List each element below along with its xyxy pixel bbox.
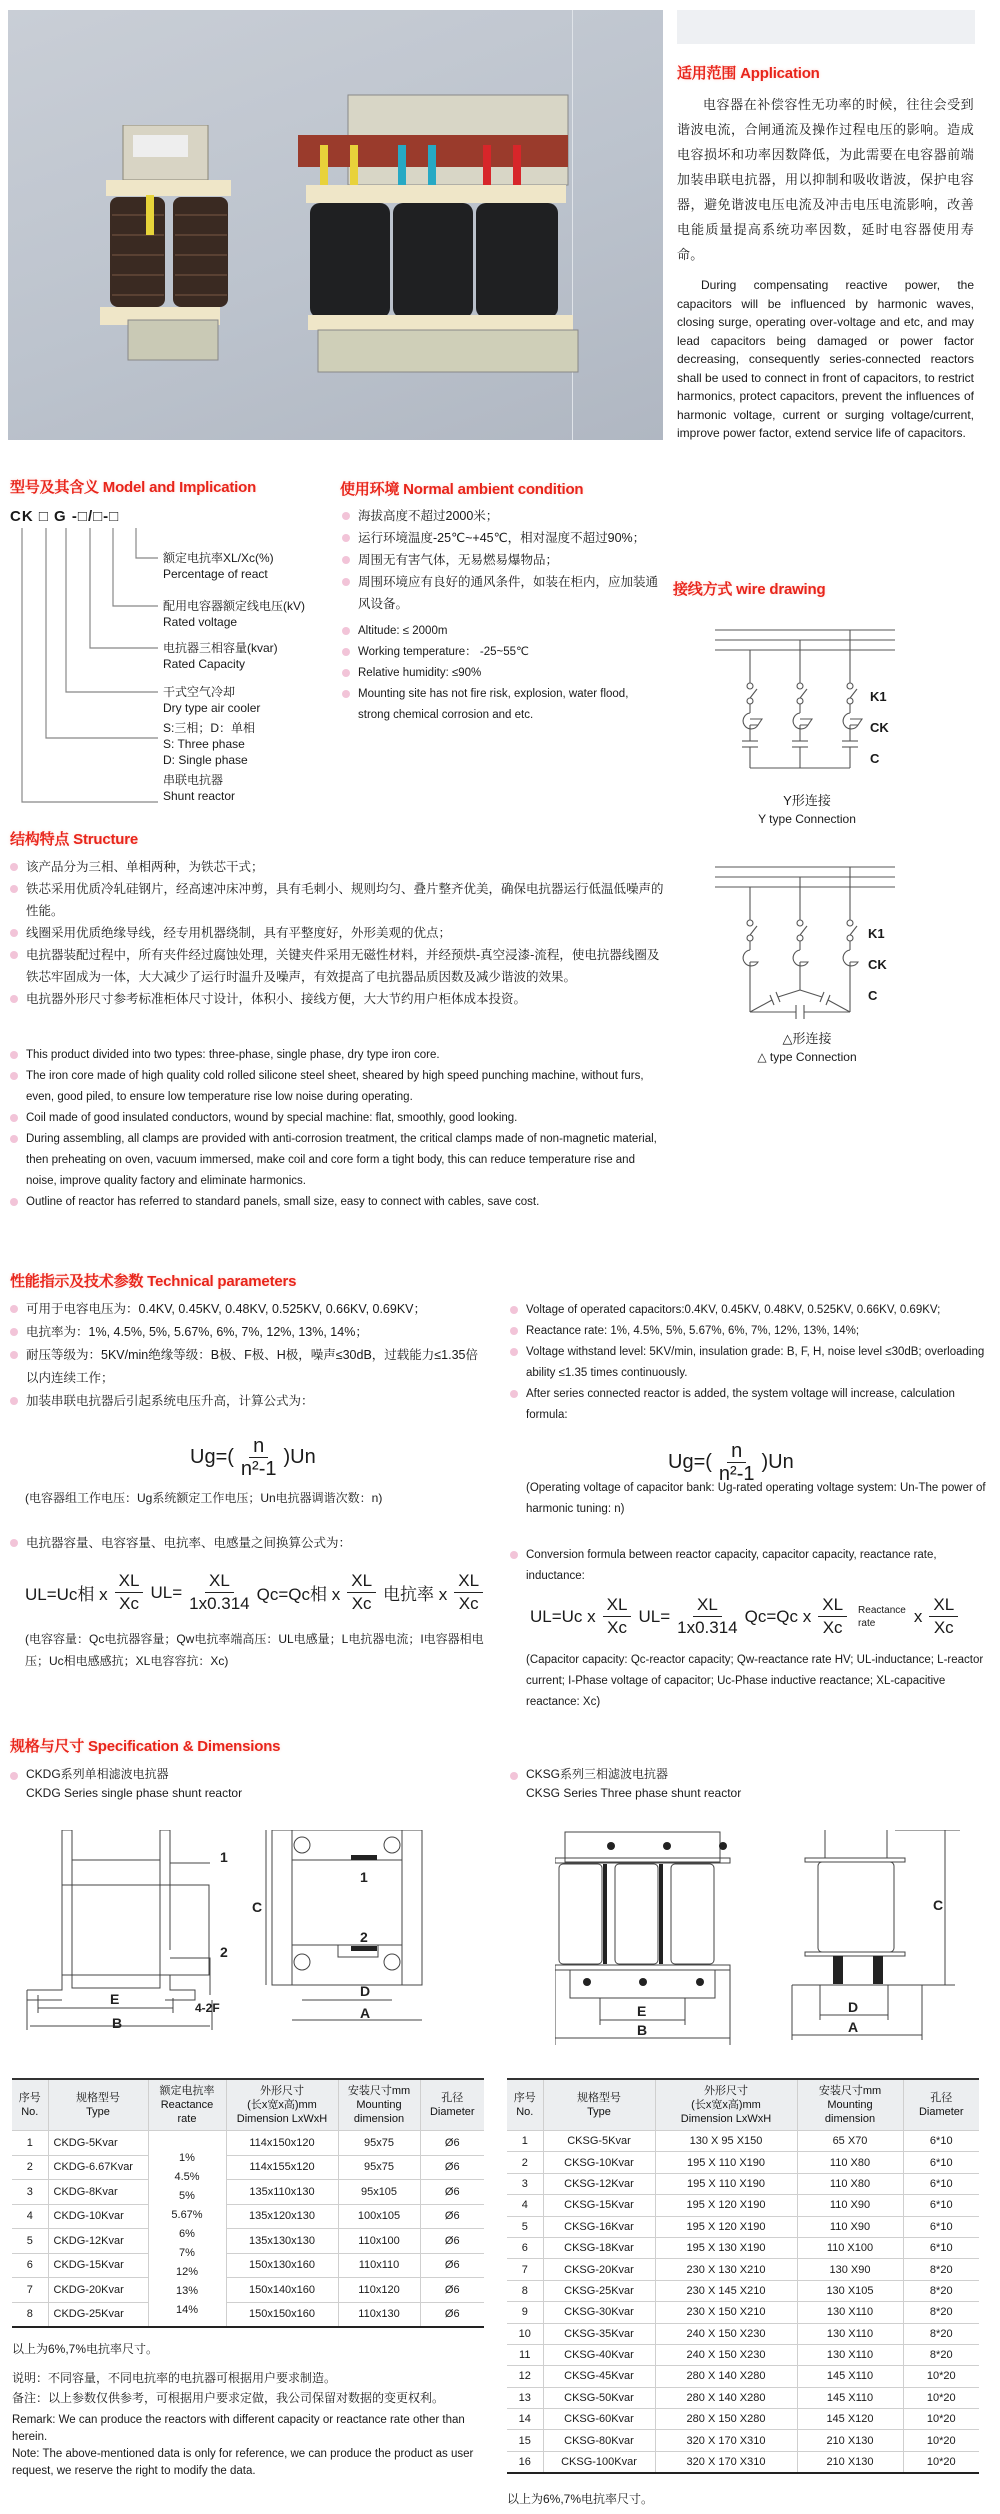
svg-text:2: 2 xyxy=(220,1944,228,1960)
tech-item: Conversion formula between reactor capacity, capacitor capacity, reactance rate, inductance: xyxy=(508,1545,998,1587)
ambient-item: Relative humidity: ≤90% xyxy=(340,663,660,684)
table-cell: 110 X80 xyxy=(797,2173,903,2194)
model-item-cooling: 干式空气冷却 Dry type air cooler xyxy=(163,685,261,715)
structure-item: 铁芯采用优质冷轧硅钢片，经高速冲床冲剪，具有毛刺小、规则均匀、叠片整齐优美，确保电抗器运行低温低噪声的性能。 xyxy=(8,878,668,922)
table-cell: 320 X 170 X310 xyxy=(655,2451,797,2472)
section-title-structure: 结构特点 Structure xyxy=(10,831,139,848)
table-cell: 280 X 140 X280 xyxy=(655,2387,797,2408)
table-cell: 6*10 xyxy=(903,2152,979,2173)
table-cell: 145 X110 xyxy=(797,2387,903,2408)
structure-item: 该产品分为三相、单相两种，为铁芯干式； xyxy=(8,856,668,878)
table-cell: CKSG-12Kvar xyxy=(543,2173,655,2194)
model-code: CK □ G -□/□-□ xyxy=(10,508,120,525)
table-cell: CKSG-10Kvar xyxy=(543,2152,655,2173)
col-header-dimension: 外形尺寸 (长x宽x高)mm Dimension LxWxH xyxy=(226,2079,338,2131)
col-header-dimension: 外形尺寸 (长x宽x高)mm Dimension LxWxH xyxy=(655,2079,797,2131)
table-cell: 14 xyxy=(507,2409,543,2430)
svg-text:1: 1 xyxy=(360,1869,368,1885)
col-header-type: 规格型号 Type xyxy=(543,2079,655,2131)
table-cell: 280 X 140 X280 xyxy=(655,2366,797,2387)
section-title-wiring: 接线方式 wire drawing xyxy=(673,581,826,598)
table-cell: 130 X105 xyxy=(797,2280,903,2301)
table-cell: 8 xyxy=(507,2280,543,2301)
table-cell: 210 X130 xyxy=(797,2430,903,2451)
section-title-ambient: 使用环境 Normal ambient condition xyxy=(340,481,584,498)
table-cell: 230 X 150 X210 xyxy=(655,2302,797,2323)
table-row xyxy=(507,2216,979,2237)
table-cell: CKSG-16Kvar xyxy=(543,2216,655,2237)
voltage-formula-note-zh: (电容器组工作电压：Ug系统额定工作电压；Un电抗器调谐次数：n) xyxy=(25,1491,383,1505)
ckdg-subtitle: CKDG系列单相滤波电抗器 CKDG Series single phase shunt reactor xyxy=(8,1765,242,1802)
table-row: 1 CKDG-5Kvar 1% 4.5% 5% 5.67% 6% 7% 12% 13% 14% 114x150x120 95x75 Ø6 xyxy=(12,2131,484,2156)
table-cell: 195 X 120 X190 xyxy=(655,2195,797,2216)
delta-diagram-labels: K1 CK C xyxy=(868,926,887,1003)
table-row xyxy=(507,2366,979,2387)
voltage-formula-note-en: (Operating voltage of capacitor bank: Ug-rated operating voltage system: Un-The power of harmonic tuning: n) xyxy=(526,1482,986,1515)
structure-item: 电抗器装配过程中，所有夹件经过腐蚀处理，关键夹件采用无磁性材料，并经预烘-真空浸漆-流程，使电抗器线圈及铁芯牢固成为一体，大大减少了运行时温升及噪声，有效提高了电抗器品质因数及减少谐波的效果。 xyxy=(8,944,668,988)
col-header-rate: 额定电抗率 Reactance rate xyxy=(148,2079,226,2131)
table-cell: 130 X90 xyxy=(797,2259,903,2280)
table-row xyxy=(507,2173,979,2194)
tech-item: Voltage of operated capacitors:0.4KV, 0.45KV, 0.48KV, 0.525KV, 0.66KV, 0.69KV; xyxy=(508,1300,998,1321)
table-cell: 8*20 xyxy=(903,2302,979,2323)
model-item-reactor: 串联电抗器 Shunt reactor xyxy=(163,773,236,803)
table-cell: 210 X130 xyxy=(797,2451,903,2472)
table-cell: CKSG-60Kvar xyxy=(543,2409,655,2430)
table-cell: 195 X 120 X190 xyxy=(655,2216,797,2237)
table-cell: 10*20 xyxy=(903,2409,979,2430)
structure-list-en xyxy=(8,1045,668,1213)
table-row xyxy=(507,2259,979,2280)
table-cell: 10*20 xyxy=(903,2451,979,2472)
table-cell: CKSG-25Kvar xyxy=(543,2280,655,2301)
table-row xyxy=(507,2131,979,2152)
table-cell: CKSG-45Kvar xyxy=(543,2366,655,2387)
table-cell: 10*20 xyxy=(903,2430,979,2451)
single-phase-reactor-image xyxy=(88,125,258,365)
table-cell: 280 X 150 X280 xyxy=(655,2409,797,2430)
table-cell: CKSG-15Kvar xyxy=(543,2195,655,2216)
svg-text:A: A xyxy=(848,2019,859,2035)
conversion-formula-zh: UL=Uc相 x $\frac{XL}{Xc}$ UL= $\frac{XL}{1x0.314}$ Qc=Qc相 x $\frac{XL}{Xc}$ 电抗率 x $\frac{XL}{Xc}$ xyxy=(25,1570,486,1615)
table-cell: 240 X 150 X230 xyxy=(655,2344,797,2365)
table-cell: 15 xyxy=(507,2430,543,2451)
tech-item: 耐压等级为：5KV/min绝缘等级：B极、F极、H极，噪声≤30dB，过载能力≤1.35倍以内连续工作； xyxy=(8,1344,488,1390)
table-row: 3 CKDG-8Kvar 135x110x130 95x105 Ø6 xyxy=(12,2180,484,2205)
table-cell: 130 X110 xyxy=(797,2344,903,2365)
ambient-item: Mounting site has not fire risk, explosion, water flood, strong chemical corrosion and etc. xyxy=(340,684,660,726)
part-label-1: 1 xyxy=(220,1849,228,1865)
table-cell: CKSG-40Kvar xyxy=(543,2344,655,2365)
model-item-rated-voltage: 配用电容器额定线电压(kV) Rated voltage xyxy=(163,599,305,629)
table-row xyxy=(507,2237,979,2258)
table-cell: 8*20 xyxy=(903,2323,979,2344)
product-photo xyxy=(8,10,663,440)
table-row xyxy=(507,2409,979,2430)
table-cell: 230 X 145 X210 xyxy=(655,2280,797,2301)
tech-item: Reactance rate: 1%, 4.5%, 5%, 5.67%, 6%, 7%, 12%, 13%, 14%; xyxy=(508,1321,998,1342)
table-row xyxy=(507,2152,979,2173)
table-cell: 3 xyxy=(507,2173,543,2194)
table-cell: 1 xyxy=(507,2131,543,2152)
section-title-application: 适用范围 Application xyxy=(677,65,820,82)
svg-text:2: 2 xyxy=(360,1929,368,1945)
ambient-item: 海拔高度不超过2000米； xyxy=(340,505,660,527)
cksg-footnote: 以上为6%,7%电抗率尺寸。 xyxy=(507,2492,654,2506)
table-cell: 10*20 xyxy=(903,2366,979,2387)
technical-list-zh xyxy=(8,1298,488,1413)
table-cell: CKSG-50Kvar xyxy=(543,2387,655,2408)
table-row: 5 CKDG-12Kvar 135x130x130 110x100 Ø6 xyxy=(12,2229,484,2254)
table-cell: 110 X80 xyxy=(797,2152,903,2173)
conversion-formula-en: UL=Uc x $\frac{XL}{Xc}$ UL= $\frac{XL}{1x0.314}$ Qc=Qc x $\frac{XL}{Xc}$ Reactance rate x $\frac{XL}{Xc}$ xyxy=(530,1594,961,1639)
ambient-item: Working temperature： -25~55℃ xyxy=(340,642,660,663)
col-header-no: 序号 No. xyxy=(12,2079,48,2131)
voltage-rise-formula-zh: Ug=( $\frac{n}{\text{n²-1}}$ )Un xyxy=(190,1435,316,1480)
ckdg-dimension-drawing xyxy=(20,1830,480,2040)
svg-text:4-2F: 4-2F xyxy=(195,2001,220,2015)
model-item-phase: S:三相；D：单相 S: Three phase D: Single phase xyxy=(163,721,256,767)
model-item-reactance-rate: 额定电抗率XL/Xc(%) Percentage of react xyxy=(163,551,274,581)
table-cell: CKSG-20Kvar xyxy=(543,2259,655,2280)
section-title-technical: 性能指示及技术参数 Technical parameters xyxy=(10,1273,297,1290)
table-cell: 8*20 xyxy=(903,2344,979,2365)
reactance-rate-cell: 1% 4.5% 5% 5.67% 6% 7% 12% 13% 14% xyxy=(148,2131,226,2327)
col-header-diameter: 孔径 Diameter xyxy=(903,2079,979,2131)
table-cell: 145 X120 xyxy=(797,2409,903,2430)
table-row: 8 CKDG-25Kvar 150x150x160 110x130 Ø6 xyxy=(12,2302,484,2327)
table-cell: 4 xyxy=(507,2195,543,2216)
table-cell: 9 xyxy=(507,2302,543,2323)
table-row xyxy=(507,2451,979,2472)
application-text-zh: 电容器在补偿容性无功率的时候，往往会受到谐波电流，合闸通流及操作过程电压的影响。造成电容损坏和功率因数降低，为此需要在电容器前端加装串联电抗器，用以抑制和吸收谐波，保护电容器，避免谐波电压电流及冲击电压电流影响，改善电能质量提高系统功率因数，延时电容器使用寿命。 xyxy=(677,97,974,262)
table-cell: 195 X 130 X190 xyxy=(655,2237,797,2258)
table-cell: 240 X 150 X230 xyxy=(655,2323,797,2344)
conversion-note-zh: (电容容量：Qc电抗器容量；Qw电抗率端高压：UL电感量；L电抗器电流；I电容器相电压；Uc相电感感抗；XL电容容抗：Xc) xyxy=(25,1632,484,1668)
ckdg-spec-table xyxy=(12,2078,484,2328)
table-row: 4 CKDG-10Kvar 135x120x130 100x105 Ø6 xyxy=(12,2204,484,2229)
table-row xyxy=(507,2280,979,2301)
ckdg-footnote: 以上为6%,7%电抗率尺寸。 xyxy=(12,2342,159,2356)
table-cell: CKSG-18Kvar xyxy=(543,2237,655,2258)
conversion-intro-zh xyxy=(8,1532,488,1554)
application-text-en: During compensating reactive power, the capacitors will be influenced by harmonic waves, closing surge, operating over-voltage and etc, and may lead capacitors being damaged or power factor decreasing, consequently series-connected reactors shall be used to connect in front of capacitors, to restrict harmonics, protect capacitors, prevent the influences of harmonic voltage, current or surging voltage/current, improve power factor, extend service life of capacitors. xyxy=(677,278,974,440)
spec-notes: 说明：不同容量，不同电抗率的电抗器可根据用户要求制造。 备注：以上参数仅供参考，可根据用户要求定做，我公司保留对数据的变更权利。 Remark: We can produce the reactors with different capacity or reactance rate other than herein. Note: The above-mentioned data is only for reference, we can produce the product as user request, we reserve the right to modify the data. xyxy=(12,2371,474,2477)
model-leader-lines xyxy=(18,526,168,816)
table-cell: 6*10 xyxy=(903,2216,979,2237)
cksg-spec-table xyxy=(507,2078,979,2474)
table-cell: CKSG-30Kvar xyxy=(543,2302,655,2323)
table-cell: 5 xyxy=(507,2216,543,2237)
table-row xyxy=(507,2387,979,2408)
table-cell: 6*10 xyxy=(903,2131,979,2152)
model-item-rated-capacity: 电抗器三相容量(kvar) Rated Capacity xyxy=(163,641,278,671)
table-row xyxy=(507,2195,979,2216)
col-header-mounting: 安装尺寸mm Mounting dimension xyxy=(797,2079,903,2131)
svg-text:D: D xyxy=(848,1999,859,2015)
svg-text:E: E xyxy=(637,2003,647,2019)
table-cell: 6*10 xyxy=(903,2173,979,2194)
ambient-item: 运行环境温度-25℃~+45℃，相对湿度不超过90%； xyxy=(340,527,660,549)
structure-item: During assembling, all clamps are provided with anti-corrosion treatment, the critical clamps made of non-magnetic material, then preheating on oven, vacuum immersed, make coil and core form a tight body, this can reduce temperature rise and noise, improve quality factory and eliminate harmonics. xyxy=(8,1129,668,1192)
table-cell: 130 X110 xyxy=(797,2302,903,2323)
table-row xyxy=(507,2430,979,2451)
svg-text:E: E xyxy=(110,1991,120,2007)
col-header-no: 序号 No. xyxy=(507,2079,543,2131)
table-cell: 7 xyxy=(507,2259,543,2280)
section-title-spec: 规格与尺寸 Specification & Dimensions xyxy=(10,1738,281,1755)
svg-text:C: C xyxy=(933,1897,944,1913)
table-cell: 110 X90 xyxy=(797,2195,903,2216)
delta-connection-diagram xyxy=(710,862,960,1027)
table-cell: 10 xyxy=(507,2323,543,2344)
table-cell: 8*20 xyxy=(903,2280,979,2301)
tech-item: 电抗器容量、电容容量、电抗率、电感量之间换算公式为： xyxy=(8,1532,488,1554)
structure-item: This product divided into two types: three-phase, single phase, dry type iron core. xyxy=(8,1045,668,1066)
voltage-rise-formula-en: Ug=( $\frac{n}{\text{n²-1}}$ )Un xyxy=(668,1440,794,1485)
table-row: 6 CKDG-15Kvar 150x130x160 110x110 Ø6 xyxy=(12,2253,484,2278)
conversion-note-en: (Capacitor capacity: Qc-reactor capacity; Qw-reactance rate HV; UL-inductance; L-reactor current; I-Phase voltage of capacitor; Uc-Phase inductive reactance; XL-capacitive reactance: Xc) xyxy=(526,1654,984,1708)
technical-list-en xyxy=(508,1300,998,1426)
structure-item: 线圈采用优质绝缘导线，经专用机器绕制，具有平整度好，外形美观的优点； xyxy=(8,922,668,944)
table-cell: 6*10 xyxy=(903,2237,979,2258)
table-cell: 195 X 110 X190 xyxy=(655,2152,797,2173)
header-placeholder-bar xyxy=(677,10,975,44)
table-cell: CKSG-100Kvar xyxy=(543,2451,655,2472)
tech-item: 加装串联电抗器后引起系统电压升高，计算公式为： xyxy=(8,1390,488,1413)
table-cell: 11 xyxy=(507,2344,543,2365)
table-cell: 110 X90 xyxy=(797,2216,903,2237)
tech-item: 可用于电容电压为：0.4KV, 0.45KV, 0.48KV, 0.525KV, 0.66KV, 0.69KV； xyxy=(8,1298,488,1321)
svg-text:B: B xyxy=(637,2022,648,2038)
table-cell: 195 X 110 X190 xyxy=(655,2173,797,2194)
table-cell: CKSG-35Kvar xyxy=(543,2323,655,2344)
ambient-list xyxy=(340,505,660,726)
cksg-subtitle: CKSG系列三相滤波电抗器 CKSG Series Three phase shunt reactor xyxy=(508,1765,741,1802)
ambient-item: Altitude: ≤ 2000m xyxy=(340,621,660,642)
y-diagram-labels: K1 CK C xyxy=(870,689,889,766)
table-cell: CKSG-5Kvar xyxy=(543,2131,655,2152)
tech-item: 电抗率为：1%, 4.5%, 5%, 5.67%, 6%, 7%, 12%, 13%, 14%； xyxy=(8,1321,488,1344)
y-connection-caption: Y形连接 Y type Connection xyxy=(758,793,856,826)
cksg-dimension-drawing xyxy=(555,1830,995,2045)
ambient-item: 周围环境应有良好的通风条件，如装在柜内，应加装通风设备。 xyxy=(340,571,660,615)
table-cell: 130 X110 xyxy=(797,2323,903,2344)
table-row xyxy=(507,2302,979,2323)
table-cell: 13 xyxy=(507,2387,543,2408)
table-cell: 8*20 xyxy=(903,2259,979,2280)
structure-item: Coil made of good insulated conductors, wound by special machine: flat, smoothly, good looking. xyxy=(8,1108,668,1129)
table-cell: 12 xyxy=(507,2366,543,2387)
structure-list-zh xyxy=(8,856,668,1010)
table-row xyxy=(507,2344,979,2365)
svg-text:D: D xyxy=(360,1983,371,1999)
table-cell: 110 X100 xyxy=(797,2237,903,2258)
structure-item: Outline of reactor has referred to standard panels, small size, easy to connect with cables, save cost. xyxy=(8,1192,668,1213)
table-cell: 320 X 170 X310 xyxy=(655,2430,797,2451)
col-header-mounting: 安装尺寸mm Mounting dimension xyxy=(338,2079,420,2131)
col-header-diameter: 孔径 Diameter xyxy=(420,2079,484,2131)
y-connection-diagram xyxy=(710,625,960,790)
delta-connection-caption: △形连接 △ type Connection xyxy=(757,1031,857,1064)
three-phase-reactor-image xyxy=(298,85,588,375)
table-cell: 230 X 130 X210 xyxy=(655,2259,797,2280)
tech-item: After series connected reactor is added, the system voltage will increase, calculation formula: xyxy=(508,1384,998,1426)
table-row xyxy=(507,2323,979,2344)
table-cell: 130 X 95 X150 xyxy=(655,2131,797,2152)
table-cell: 16 xyxy=(507,2451,543,2472)
table-cell: 10*20 xyxy=(903,2387,979,2408)
table-cell: 6 xyxy=(507,2237,543,2258)
svg-text:A: A xyxy=(360,2005,371,2021)
structure-item: 电抗器外形尺寸参考标准柜体尺寸设计，体积小、接线方便，大大节约用户柜体成本投资。 xyxy=(8,988,668,1010)
table-cell: 145 X110 xyxy=(797,2366,903,2387)
table-cell: CKSG-80Kvar xyxy=(543,2430,655,2451)
table-cell: 65 X70 xyxy=(797,2131,903,2152)
section-title-model: 型号及其含义 Model and Implication xyxy=(10,479,257,496)
col-header-type: 规格型号 Type xyxy=(48,2079,148,2131)
conversion-intro-en xyxy=(508,1545,998,1587)
tech-item: Voltage withstand level: 5KV/min, insulation grade: B, F, H, noise level ≤30dB; overloading ability ≤1.35 times continuously. xyxy=(508,1342,998,1384)
svg-text:C: C xyxy=(252,1899,263,1915)
svg-text:B: B xyxy=(112,2015,123,2031)
table-row: 2 CKDG-6.67Kvar 114x155x120 95x75 Ø6 xyxy=(12,2155,484,2180)
table-cell: 2 xyxy=(507,2152,543,2173)
table-cell: 6*10 xyxy=(903,2195,979,2216)
table-row: 7 CKDG-20Kvar 150x140x160 110x120 Ø6 xyxy=(12,2278,484,2303)
structure-item: The iron core made of high quality cold rolled silicone steel sheet, sheared by high speed punching machine, without furs, even, good piled, to ensure low temperature rise low noise during operating. xyxy=(8,1066,668,1108)
ambient-item: 周围无有害气体，无易燃易爆物品； xyxy=(340,549,660,571)
